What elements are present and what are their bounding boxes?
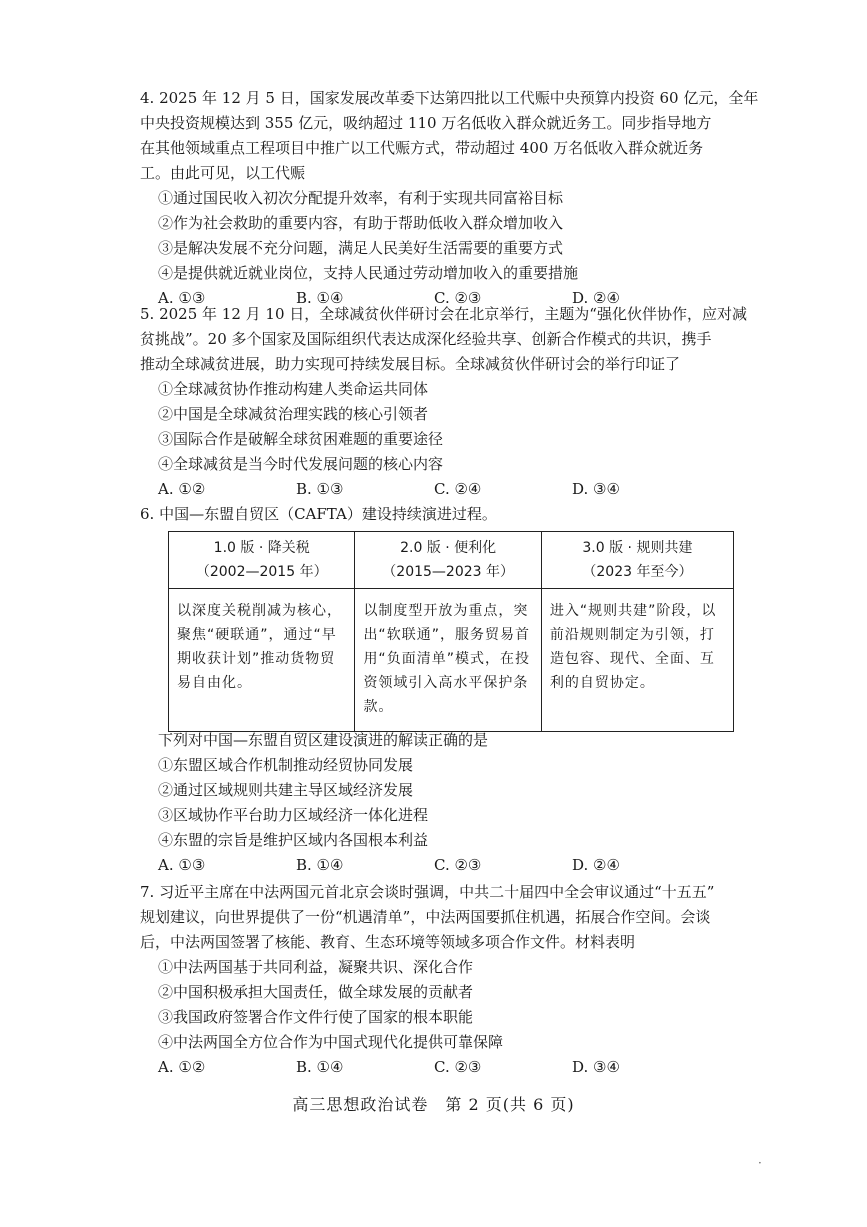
scan-mark: · [758, 1156, 762, 1170]
choice-c: C. ②③ [434, 289, 482, 307]
q7-option: ①中法两国基于共同利益，凝聚共识、深化合作 [158, 958, 474, 976]
q6-option: ①东盟区域合作机制推动经贸协同发展 [158, 756, 414, 774]
page-footer: 高三思想政治试卷 第 2 页(共 6 页) [292, 1095, 575, 1114]
table-header-cell [355, 532, 541, 589]
q7-choices [140, 1055, 780, 1080]
q5-option: ②中国是全球减贫治理实践的核心引领者 [158, 405, 429, 423]
q5-stem-line: 贫挑战”。20 多个国家及国际组织代表达成深化经验共享、创新合作模式的共识，携手 [140, 330, 712, 348]
q7-option: ③我国政府签署合作文件行使了国家的根本职能 [158, 1008, 474, 1026]
q6-option: ③区域协作平台助力区域经济一体化进程 [158, 806, 429, 824]
header-title: 3.0 版 · 规则共建 [582, 540, 693, 556]
q4-stem-line: 在其他领域重点工程项目中推广以工代赈方式，带动超过 400 万名低收入群众就近务 [140, 139, 704, 157]
choice-b: B. ①④ [296, 1058, 344, 1076]
q5-stem-line: 5. 2025 年 12 月 10 日，全球减贫伙伴研讨会在北京举行，主题为“强化伙伴协作，应对减 [140, 305, 747, 323]
choice-d: D. ②④ [572, 856, 620, 874]
table-header-row [169, 532, 734, 589]
q7-stem-line: 7. 习近平主席在中法两国元首北京会谈时强调，中共二十届四中全会审议通过“十五五” [140, 883, 715, 901]
q6-stem: 6. 中国—东盟自贸区（CAFTA）建设持续演进过程。 [140, 505, 497, 523]
q4-option: ①通过国民收入初次分配提升效率，有利于实现共同富裕目标 [158, 189, 564, 207]
table-header-cell [169, 532, 355, 589]
question-5 [140, 302, 780, 502]
question-7 [140, 880, 780, 1080]
table-cell: 以制度型开放为重点，突出“软联通”，服务贸易首用“负面清单”模式，在投资领域引入高水平保护条款。 [355, 589, 541, 732]
q5-option: ④全球减贫是当今时代发展问题的核心内容 [158, 455, 444, 473]
q5-choices [140, 477, 780, 502]
choice-c: C. ②③ [434, 856, 482, 874]
header-title: 1.0 版 · 降关税 [213, 540, 310, 556]
table-cell: 以深度关税削减为核心，聚焦“硬联通”，通过“早期收获计划”推动货物贸易自由化。 [169, 589, 355, 732]
choice-a: A. ①③ [158, 856, 206, 874]
q7-stem-line: 后，中法两国签署了核能、教育、生态环境等领域多项合作文件。材料表明 [140, 933, 636, 951]
table-header-cell [541, 532, 733, 589]
q6-option: ④东盟的宗旨是维护区域内各国根本利益 [158, 831, 429, 849]
question-6-body [140, 728, 780, 878]
header-title: 2.0 版 · 便利化 [400, 540, 497, 556]
header-period: （2015—2023 年） [382, 564, 515, 580]
question-4 [140, 86, 780, 311]
choice-a: A. ①③ [158, 289, 206, 307]
table-cell: 进入“规则共建”阶段，以前沿规则制定为引领，打造包容、现代、全面、互利的自贸协定。 [541, 589, 733, 732]
header-period: （2023 年至今） [582, 564, 693, 580]
choice-d: D. ③④ [572, 480, 620, 498]
cafta-table [168, 531, 734, 732]
choice-d: D. ②④ [572, 289, 620, 307]
choice-c: C. ②③ [434, 1058, 482, 1076]
choice-b: B. ①④ [296, 289, 344, 307]
q7-option: ④中法两国全方位合作为中国式现代化提供可靠保障 [158, 1033, 504, 1051]
header-period: （2002—2015 年） [195, 564, 328, 580]
question-6 [140, 502, 780, 527]
choice-a: A. ①② [158, 480, 206, 498]
q5-stem-line: 推动全球减贫进展，助力实现可持续发展目标。全球减贫伙伴研讨会的举行印证了 [140, 355, 681, 373]
q4-option: ③是解决发展不充分问题，满足人民美好生活需要的重要方式 [158, 239, 564, 257]
choice-c: C. ②④ [434, 480, 482, 498]
q6-choices [140, 853, 780, 878]
q4-stem-line: 4. 2025 年 12 月 5 日，国家发展改革委下达第四批以工代赈中央预算内投资 60 亿元，全年 [140, 89, 759, 107]
q4-stem-line: 工。由此可见，以工代赈 [140, 164, 306, 182]
q4-option: ②作为社会救助的重要内容，有助于帮助低收入群众增加收入 [158, 214, 564, 232]
q7-stem-line: 规划建议，向世界提供了一份“机遇清单”，中法两国要抓住机遇，拓展合作空间。会谈 [140, 908, 711, 926]
q6-question: 下列对中国—东盟自贸区建设演进的解读正确的是 [158, 731, 489, 749]
q6-option: ②通过区域规则共建主导区域经济发展 [158, 781, 414, 799]
q4-stem-line: 中央投资规模达到 355 亿元，吸纳超过 110 万名低收入群众就近务工。同步指导地方 [140, 114, 712, 132]
choice-d: D. ③④ [572, 1058, 620, 1076]
table-row [169, 589, 734, 732]
q5-option: ③国际合作是破解全球贫困难题的重要途径 [158, 430, 444, 448]
choice-a: A. ①② [158, 1058, 206, 1076]
choice-b: B. ①③ [296, 480, 344, 498]
q5-option: ①全球减贫协作推动构建人类命运共同体 [158, 380, 429, 398]
q7-option: ②中国积极承担大国责任，做全球发展的贡献者 [158, 983, 474, 1001]
q4-option: ④是提供就近就业岗位，支持人民通过劳动增加收入的重要措施 [158, 264, 579, 282]
choice-b: B. ①④ [296, 856, 344, 874]
